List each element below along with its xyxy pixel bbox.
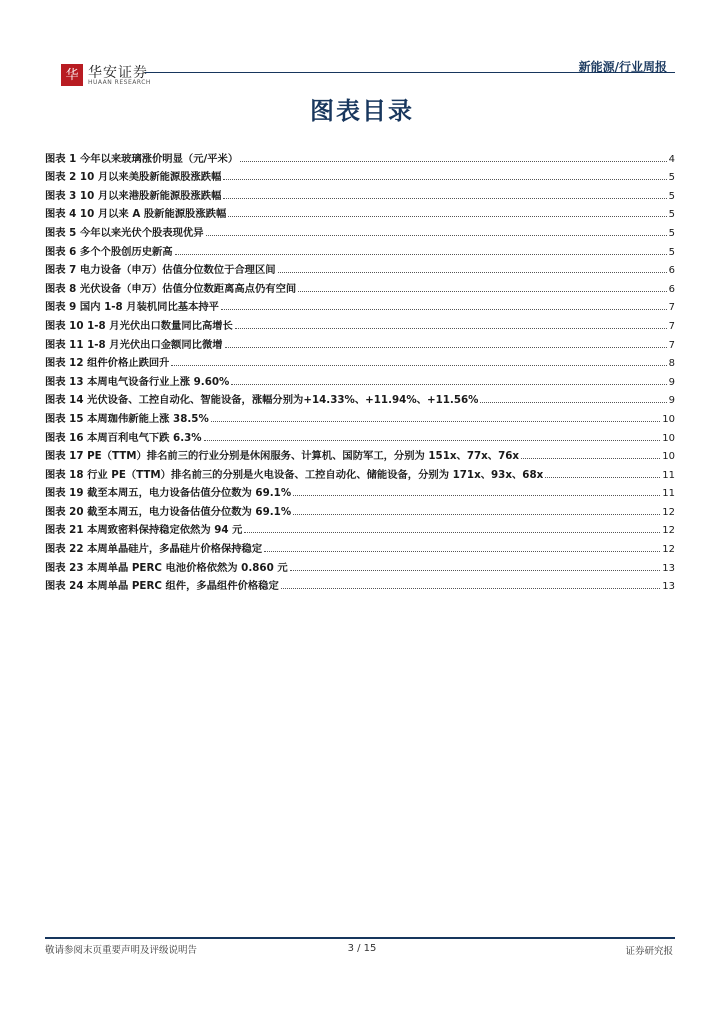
toc-entry[interactable]	[45, 165, 675, 184]
toc-entry[interactable]	[45, 183, 675, 202]
toc-entry-label[interactable]: 图表 24 本周单晶 PERC 组件，多晶组件价格稳定	[45, 580, 279, 593]
toc-leader-dots	[480, 402, 666, 403]
table-of-figures	[45, 146, 675, 592]
toc-entry-label[interactable]: 图表 21 本周致密料保持稳定依然为 94 元	[45, 524, 243, 537]
toc-entry-page[interactable]: 7	[668, 320, 675, 332]
toc-entry-label[interactable]: 图表 5 今年以来光伏个股表现优异	[45, 226, 204, 239]
toc-entry-page[interactable]: 12	[662, 544, 675, 556]
toc-entry-page[interactable]: 10	[662, 432, 675, 444]
toc-entry[interactable]	[45, 388, 675, 407]
toc-entry[interactable]	[45, 369, 675, 388]
toc-entry-page[interactable]: 10	[662, 413, 675, 425]
toc-entry[interactable]	[45, 406, 675, 425]
toc-leader-dots	[171, 365, 666, 366]
logo-glyph: 华	[65, 67, 79, 83]
toc-entry-label[interactable]: 图表 4 10 月以来 A 股新能源股涨跌幅	[45, 208, 227, 221]
toc-entry[interactable]	[45, 481, 675, 500]
toc-leader-dots	[204, 440, 661, 441]
toc-entry-label[interactable]: 图表 11 1-8 月光伏出口金额同比微增	[45, 338, 223, 351]
toc-entry-label[interactable]: 图表 18 行业 PE（TTM）排名前三的分别是火电设备、工控自动化、储能设备，分别为 171x、93x、68x	[45, 468, 544, 481]
toc-entry[interactable]	[45, 536, 675, 555]
toc-entry[interactable]	[45, 518, 675, 537]
toc-leader-dots	[293, 514, 660, 515]
brand-name-en: HUAAN RESEARCH	[88, 79, 151, 86]
toc-entry-page[interactable]: 10	[662, 451, 675, 463]
toc-leader-dots	[221, 309, 667, 310]
toc-entry-page[interactable]: 4	[668, 153, 675, 165]
toc-entry-label[interactable]: 图表 23 本周单晶 PERC 电池价格依然为 0.860 元	[45, 561, 288, 574]
toc-entry-page[interactable]: 12	[662, 525, 675, 537]
toc-entry-label[interactable]: 图表 16 本周百利电气下跌 6.3%	[45, 431, 202, 444]
toc-entry-label[interactable]: 图表 8 光伏设备（申万）估值分位数距离高点仍有空间	[45, 282, 297, 295]
toc-entry-page[interactable]: 7	[668, 339, 675, 351]
toc-leader-dots	[235, 328, 667, 329]
toc-leader-dots	[223, 179, 666, 180]
toc-entry-page[interactable]: 13	[662, 562, 675, 574]
toc-entry-label[interactable]: 图表 12 组件价格止跌回升	[45, 357, 170, 370]
toc-entry-label[interactable]: 图表 19 截至本周五，电力设备估值分位数为 69.1%	[45, 487, 292, 500]
report-type: 新能源/行业周报	[578, 60, 667, 74]
toc-leader-dots	[225, 347, 667, 348]
page-number: 3 / 15	[347, 943, 377, 954]
footer-disclaimer: 敬请参阅末页重要声明及评级说明告	[45, 945, 198, 956]
toc-entry[interactable]	[45, 444, 675, 463]
toc-entry-label[interactable]: 图表 6 多个个股创历史新高	[45, 245, 173, 258]
toc-entry[interactable]	[45, 276, 675, 295]
toc-entry-label[interactable]: 图表 1 今年以来玻璃涨价明显（元/平米）	[45, 152, 239, 165]
toc-entry-page[interactable]: 9	[668, 376, 675, 388]
toc-entry-label[interactable]: 图表 20 截至本周五，电力设备估值分位数为 69.1%	[45, 505, 292, 518]
toc-entry-page[interactable]: 5	[668, 227, 675, 239]
toc-entry[interactable]	[45, 295, 675, 314]
footer-divider	[45, 937, 675, 939]
toc-entry-page[interactable]: 13	[662, 581, 675, 593]
toc-entry-label[interactable]: 图表 22 本周单晶硅片，多晶硅片价格保持稳定	[45, 543, 263, 556]
toc-entry[interactable]	[45, 202, 675, 221]
toc-entry[interactable]	[45, 220, 675, 239]
toc-entry-page[interactable]: 9	[668, 395, 675, 407]
toc-entry[interactable]	[45, 351, 675, 370]
footer-publisher: 证券研究报	[625, 946, 673, 957]
toc-entry-page[interactable]: 5	[668, 190, 675, 202]
toc-entry-label[interactable]: 图表 3 10 月以来港股新能源股涨跌幅	[45, 189, 222, 202]
toc-leader-dots	[521, 458, 660, 459]
toc-entry[interactable]	[45, 258, 675, 277]
page-header	[45, 54, 675, 88]
toc-entry[interactable]	[45, 239, 675, 258]
toc-entry[interactable]	[45, 462, 675, 481]
toc-leader-dots	[175, 254, 667, 255]
toc-leader-dots	[281, 588, 660, 589]
toc-leader-dots	[244, 532, 660, 533]
toc-entry-label[interactable]: 图表 10 1-8 月光伏出口数量同比高增长	[45, 319, 233, 332]
toc-entry-page[interactable]: 11	[662, 469, 675, 481]
toc-entry[interactable]	[45, 499, 675, 518]
toc-entry-label[interactable]: 图表 14 光伏设备、工控自动化、智能设备，涨幅分别为+14.33%、+11.94%、+11.56%	[45, 394, 479, 407]
toc-entry-page[interactable]: 6	[668, 283, 675, 295]
toc-entry-page[interactable]: 5	[668, 172, 675, 184]
toc-leader-dots	[264, 551, 660, 552]
toc-entry[interactable]	[45, 146, 675, 165]
toc-leader-dots	[545, 477, 660, 478]
toc-leader-dots	[293, 495, 660, 496]
toc-leader-dots	[298, 291, 666, 292]
toc-entry[interactable]	[45, 555, 675, 574]
toc-leader-dots	[290, 570, 661, 571]
toc-entry-page[interactable]: 7	[668, 302, 675, 314]
toc-entry-page[interactable]: 6	[668, 265, 675, 277]
toc-leader-dots	[231, 384, 666, 385]
toc-leader-dots	[206, 235, 667, 236]
toc-entry-page[interactable]: 8	[668, 358, 675, 370]
page-title: 图表目录	[310, 97, 414, 125]
toc-entry-label[interactable]: 图表 7 电力设备（申万）估值分位数位于合理区间	[45, 264, 276, 277]
toc-leader-dots	[278, 272, 667, 273]
toc-entry[interactable]	[45, 574, 675, 593]
toc-entry-page[interactable]: 5	[668, 246, 675, 258]
toc-entry-page[interactable]: 12	[662, 506, 675, 518]
toc-leader-dots	[211, 421, 660, 422]
toc-entry-label[interactable]: 图表 13 本周电气设备行业上涨 9.60%	[45, 375, 230, 388]
toc-entry[interactable]	[45, 425, 675, 444]
toc-entry-label[interactable]: 图表 9 国内 1-8 月装机同比基本持平	[45, 301, 219, 314]
huaan-logo	[61, 64, 83, 86]
toc-leader-dots	[240, 161, 666, 162]
toc-entry-label[interactable]: 图表 17 PE（TTM）排名前三的行业分别是休闲服务、计算机、国防军工，分别为 151x、77x、76x	[45, 450, 520, 463]
brand-name: 华安证券	[88, 65, 148, 81]
toc-leader-dots	[223, 198, 666, 199]
toc-entry-page[interactable]: 5	[668, 209, 675, 221]
toc-entry-page[interactable]: 11	[662, 488, 675, 500]
toc-entry[interactable]	[45, 332, 675, 351]
toc-entry-label[interactable]: 图表 15 本周珈伟新能上涨 38.5%	[45, 412, 209, 425]
toc-entry[interactable]	[45, 313, 675, 332]
toc-leader-dots	[228, 216, 666, 217]
toc-entry-label[interactable]: 图表 2 10 月以来美股新能源股涨跌幅	[45, 171, 222, 184]
